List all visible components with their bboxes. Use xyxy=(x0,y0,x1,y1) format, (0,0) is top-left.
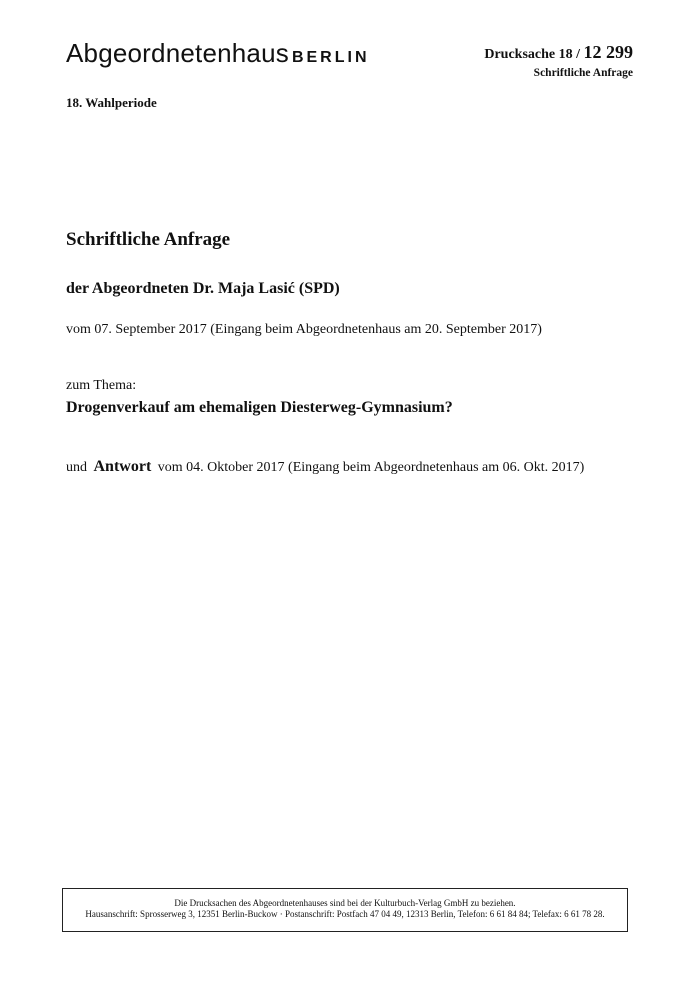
drucksache-block xyxy=(484,42,633,79)
answer-prefix: und xyxy=(66,460,87,475)
topic-title: Drogenverkauf am ehemaligen Diesterweg-Gymnasium? xyxy=(66,399,453,416)
parliament-logo xyxy=(66,38,370,69)
wahlperiode: 18. Wahlperiode xyxy=(66,95,157,110)
drucksache-number: 12 299 xyxy=(583,42,633,62)
drucksache-label: Drucksache 18 xyxy=(484,47,573,62)
footer-line-1: Die Drucksachen des Abgeordnetenhauses sind bei der Kulturbuch-Verlag GmbH zu beziehen. xyxy=(174,898,516,908)
date-line: vom 07. September 2017 (Eingang beim Abgeordnetenhaus am 20. September 2017) xyxy=(66,322,542,337)
drucksache-line xyxy=(484,42,633,63)
footer-line-2: Hausanschrift: Sprosserweg 3, 12351 Berlin-Buckow · Postanschrift: Postfach 47 04 49, 12313 Berlin, Telefon: 6 61 84 84; Telefax: 6 61 78 28. xyxy=(85,909,605,919)
logo-name: Abgeordnetenhaus xyxy=(66,38,289,68)
author-line: der Abgeordneten Dr. Maja Lasić (SPD) xyxy=(66,280,340,297)
answer-word: Antwort xyxy=(93,458,152,475)
logo-city: BERLIN xyxy=(291,49,370,66)
publisher-footer xyxy=(62,888,628,932)
drucksache-separator: / xyxy=(572,47,584,62)
document-title: Schriftliche Anfrage xyxy=(66,229,231,250)
answer-date: vom 04. Oktober 2017 (Eingang beim Abgeordnetenhaus am 06. Okt. 2017) xyxy=(157,460,585,475)
topic-label: zum Thema: xyxy=(66,378,137,393)
document-type: Schriftliche Anfrage xyxy=(533,67,633,79)
answer-line xyxy=(66,458,584,476)
